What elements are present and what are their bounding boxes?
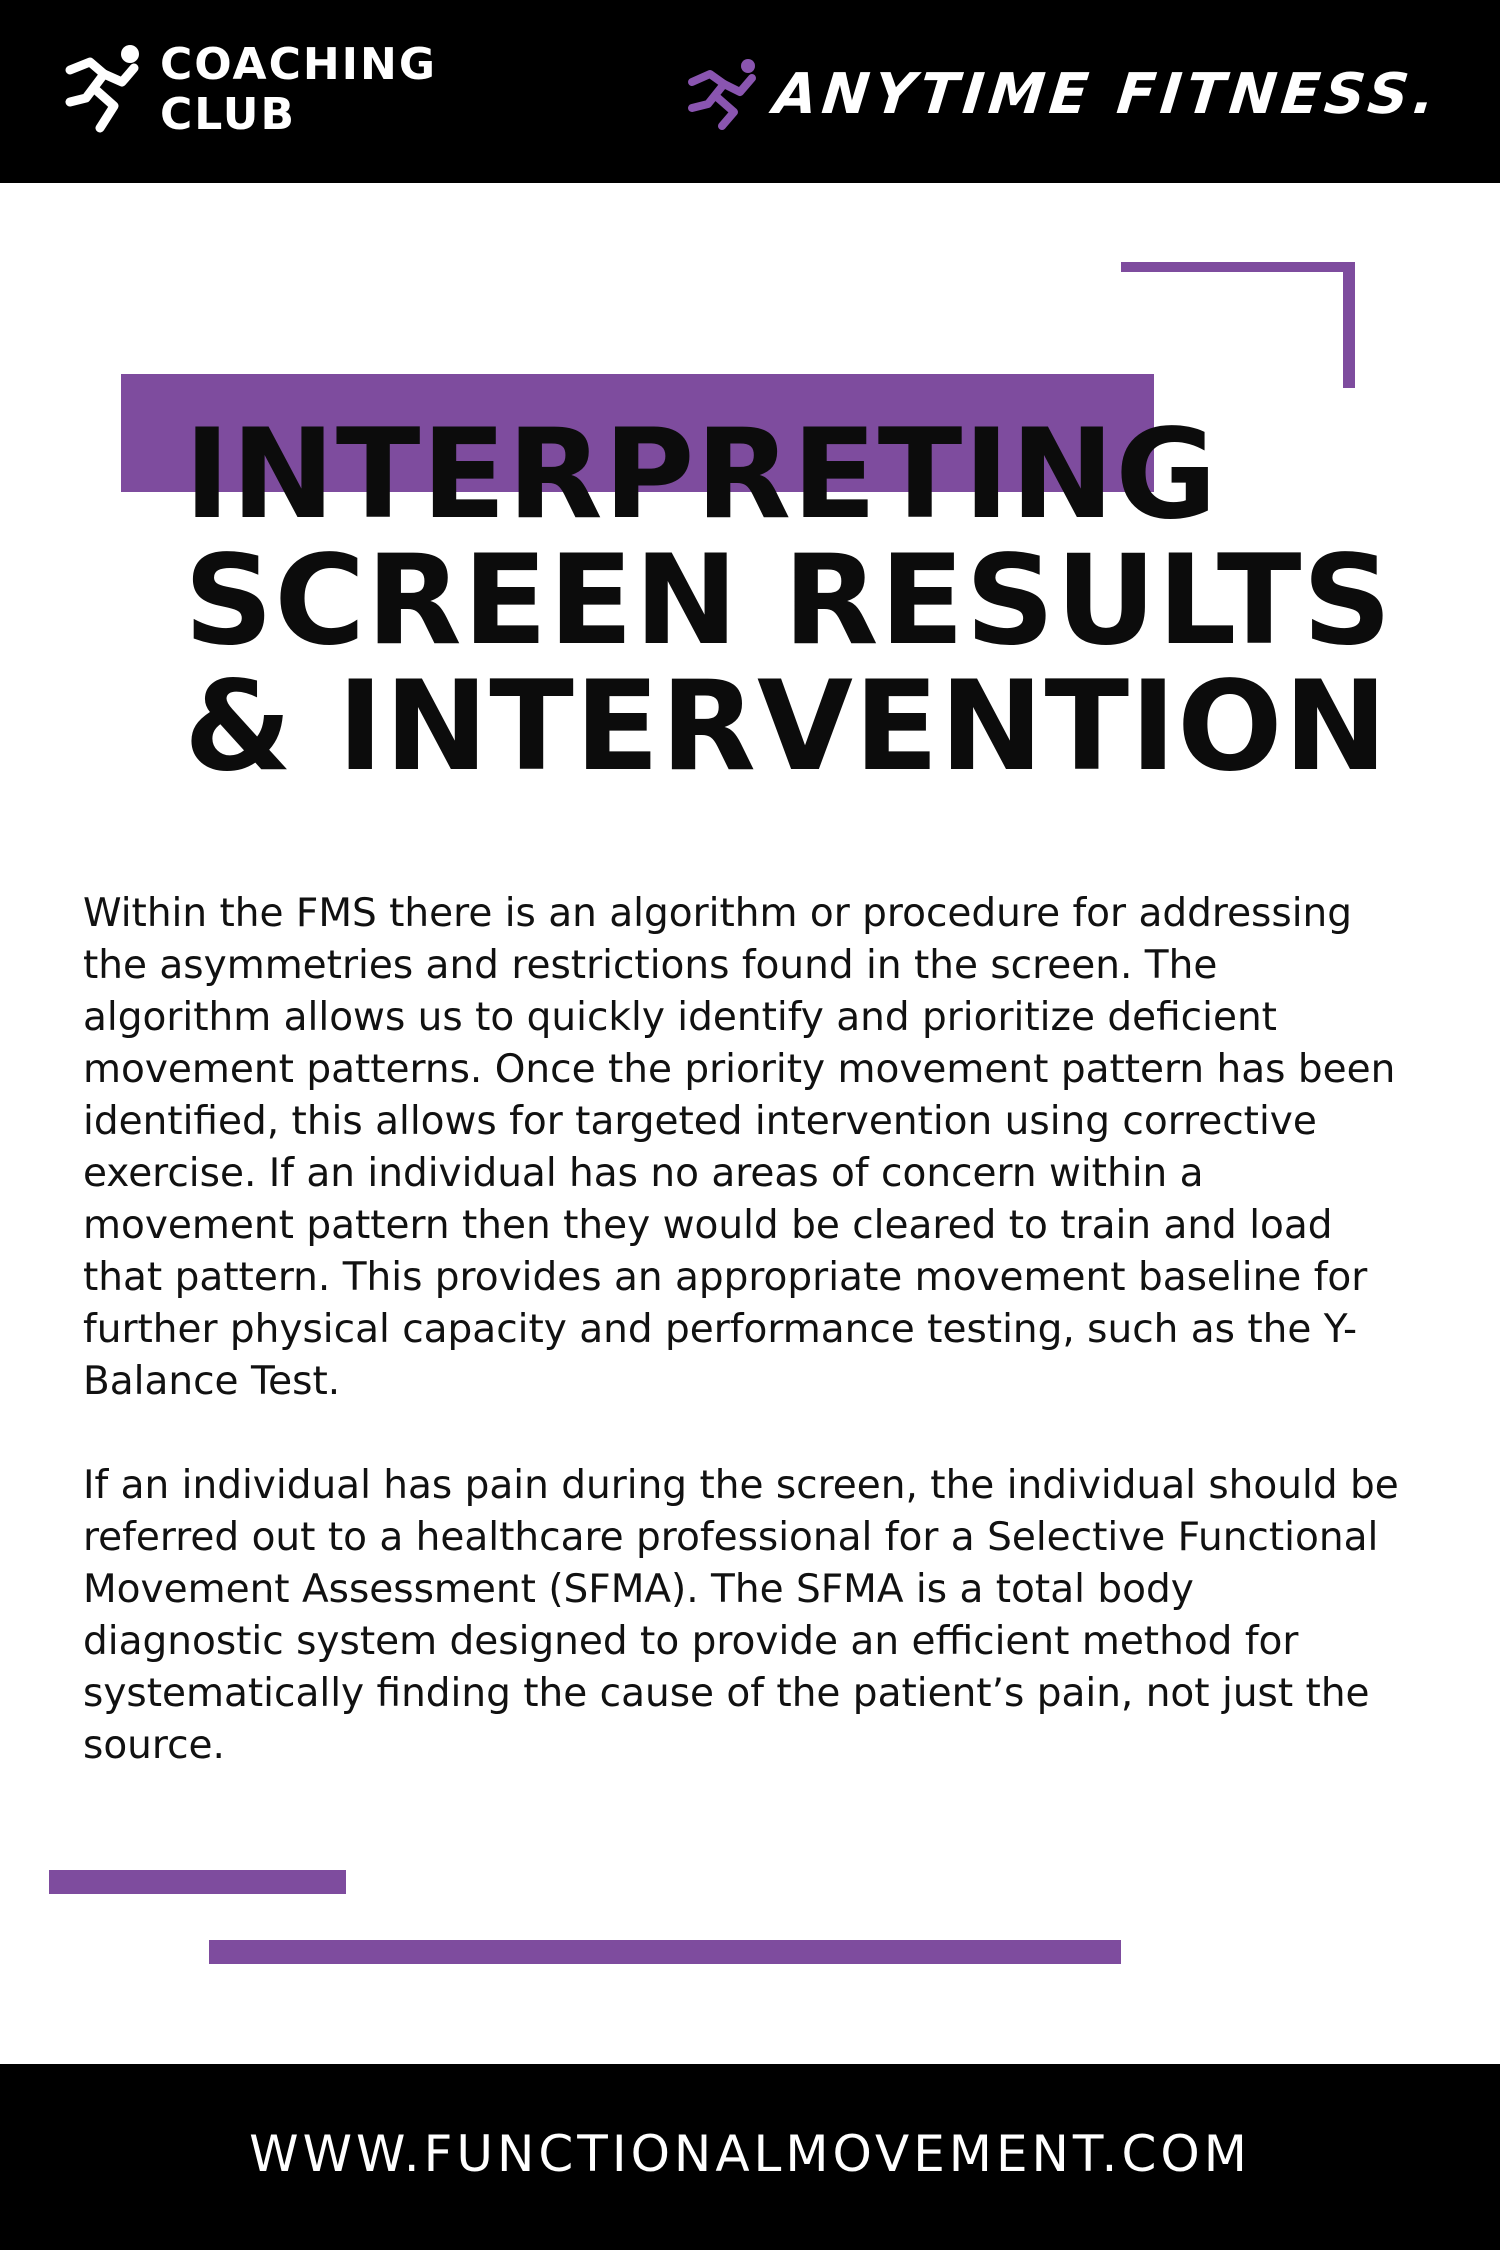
coaching-club-wordmark xyxy=(160,40,437,140)
title-line-1: INTERPRETING xyxy=(184,403,1219,547)
title-line-3: & INTERVENTION xyxy=(184,655,1389,799)
corner-bracket-horizontal xyxy=(1121,262,1355,272)
brand-name: ANYTIME FITNESS. xyxy=(770,61,1444,127)
running-man-icon xyxy=(56,40,156,140)
decorative-bar-short xyxy=(49,1870,346,1894)
coaching-club-line1: COACHING xyxy=(160,39,437,90)
paragraph-sfma-referral: If an individual has pain during the screen, the individual should be referred out to a healthcare professional for a Selective Functional Movement Assessment (SFMA). The SFMA is a total body diagnostic system designed to provide an efficient method for systematically finding the cause of the patient’s pain, not just the source. xyxy=(83,1463,1399,1768)
page-title xyxy=(184,403,1393,799)
title-line-2: SCREEN RESULTS xyxy=(184,529,1393,673)
coaching-club-logo xyxy=(56,40,437,140)
body-text xyxy=(83,888,1403,1824)
coaching-club-line2: CLUB xyxy=(160,89,297,140)
anytime-fitness-logo xyxy=(686,58,1444,130)
decorative-bar-long xyxy=(209,1940,1121,1964)
paragraph-fms-algorithm: Within the FMS there is an algorithm or procedure for addressing the asymmetries and restrictions found in the screen. The algorithm allows us to quickly identify and prioritize deficient movement patterns. Once the priority movement pattern has been identified, this allows for targeted intervention using corrective exercise. If an individual has no areas of concern within a movement pattern then they would be cleared to train and load that pattern. This provides an appropriate movement baseline for further physical capacity and performance testing, such as the Y-Balance Test. xyxy=(83,891,1396,1404)
footer-url[interactable]: WWW.FUNCTIONALMOVEMENT.COM xyxy=(249,2125,1251,2183)
running-man-icon xyxy=(686,58,768,130)
top-banner xyxy=(0,0,1500,183)
corner-bracket-vertical xyxy=(1343,262,1355,388)
